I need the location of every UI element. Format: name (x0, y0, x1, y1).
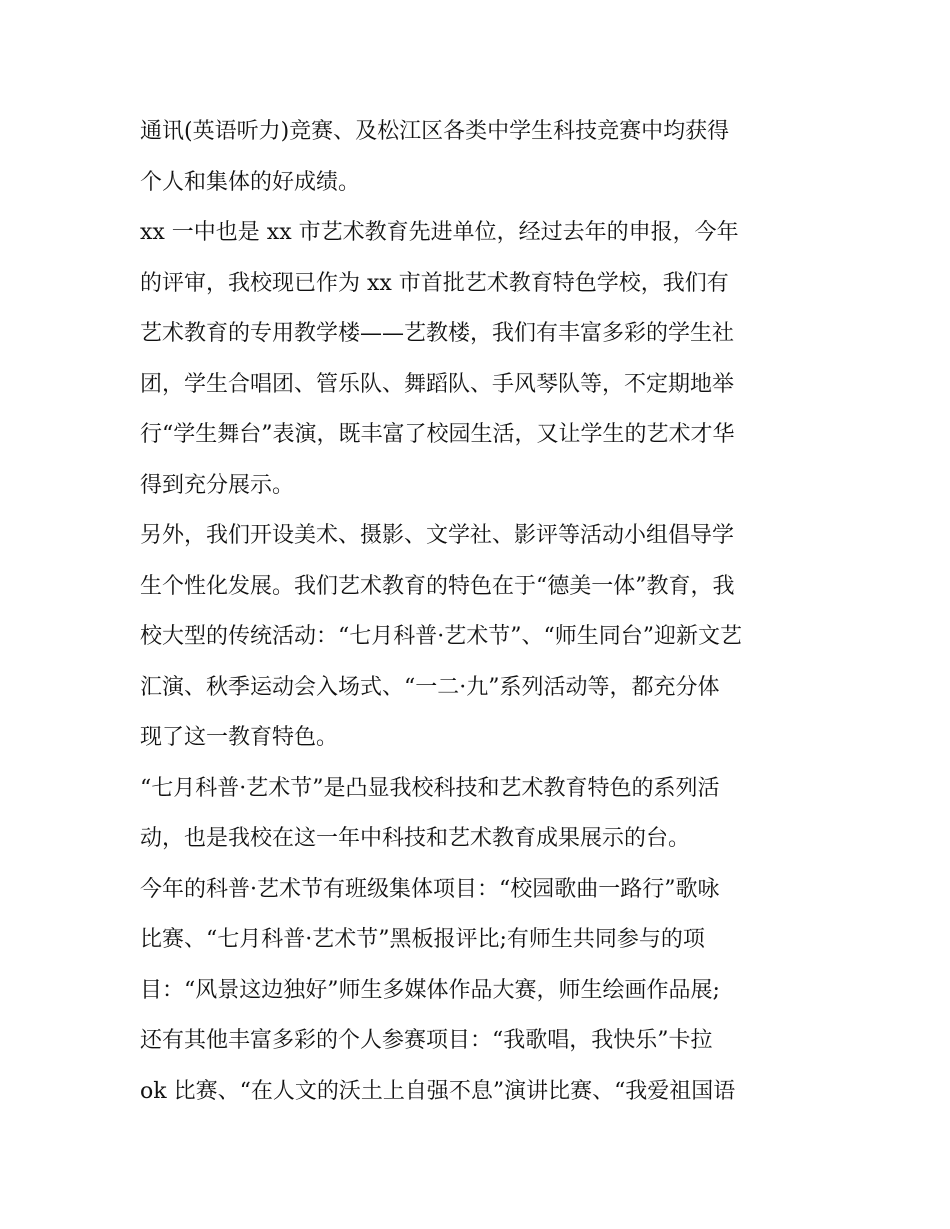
text-line: 校大型的传统活动：“七月科普·艺术节”、“师生同台”迎新文艺 (140, 624, 742, 649)
text-line: “七月科普·艺术节”是凸显我校科技和艺术教育特色的系列活 (140, 775, 720, 801)
text-line: 现了这一教育特色。 (140, 725, 339, 750)
text-line: ok 比赛、“在人文的沃土上自强不息”演讲比赛、“我爱祖国语 (140, 1078, 736, 1104)
text-line: 团，学生合唱团、管乐队、舞蹈队、手风琴队等，不定期地举 (140, 371, 735, 397)
text-line: 目：“风景这边独好”师生多媒体作品大赛，师生绘画作品展; (140, 977, 720, 1003)
text-line: 今年的科普·艺术节有班级集体项目：“校园歌曲一路行”歌咏 (140, 876, 720, 902)
text-line: 的评审，我校现已作为 xx 市首批艺术教育特色学校，我们有 (140, 270, 729, 296)
text-line: 行“学生舞台”表演，既丰富了校园生活，又让学生的艺术才华 (140, 422, 735, 447)
text-line: 还有其他丰富多彩的个人参赛项目：“我歌唱，我快乐”卡拉 (140, 1028, 713, 1053)
text-line: xx 一中也是 xx 市艺术教育先进单位，经过去年的申报，今年 (140, 220, 739, 245)
text-line: 艺术教育的专用教学楼——艺教楼，我们有丰富多彩的学生社 (140, 321, 735, 346)
text-line: 汇演、秋季运动会入场式、“一二·九”系列活动等，都充分体 (140, 674, 720, 700)
text-line: 生个性化发展。我们艺术教育的特色在于“德美一体”教育，我 (140, 573, 735, 599)
document-body (140, 107, 812, 1117)
text-line: 比赛、“七月科普·艺术节”黑板报评比;有师生共同参与的项 (140, 927, 705, 952)
text-line: 另外，我们开设美术、摄影、文学社、影评等活动小组倡导学 (140, 523, 735, 548)
text-line: 得到充分展示。 (140, 472, 295, 498)
text-line: 通讯(英语听力)竞赛、及松江区各类中学生科技竞赛中均获得 (140, 119, 730, 144)
text-line: 个人和集体的好成绩。 (140, 169, 361, 195)
text-line: 动，也是我校在这一年中科技和艺术教育成果展示的台。 (140, 826, 691, 851)
